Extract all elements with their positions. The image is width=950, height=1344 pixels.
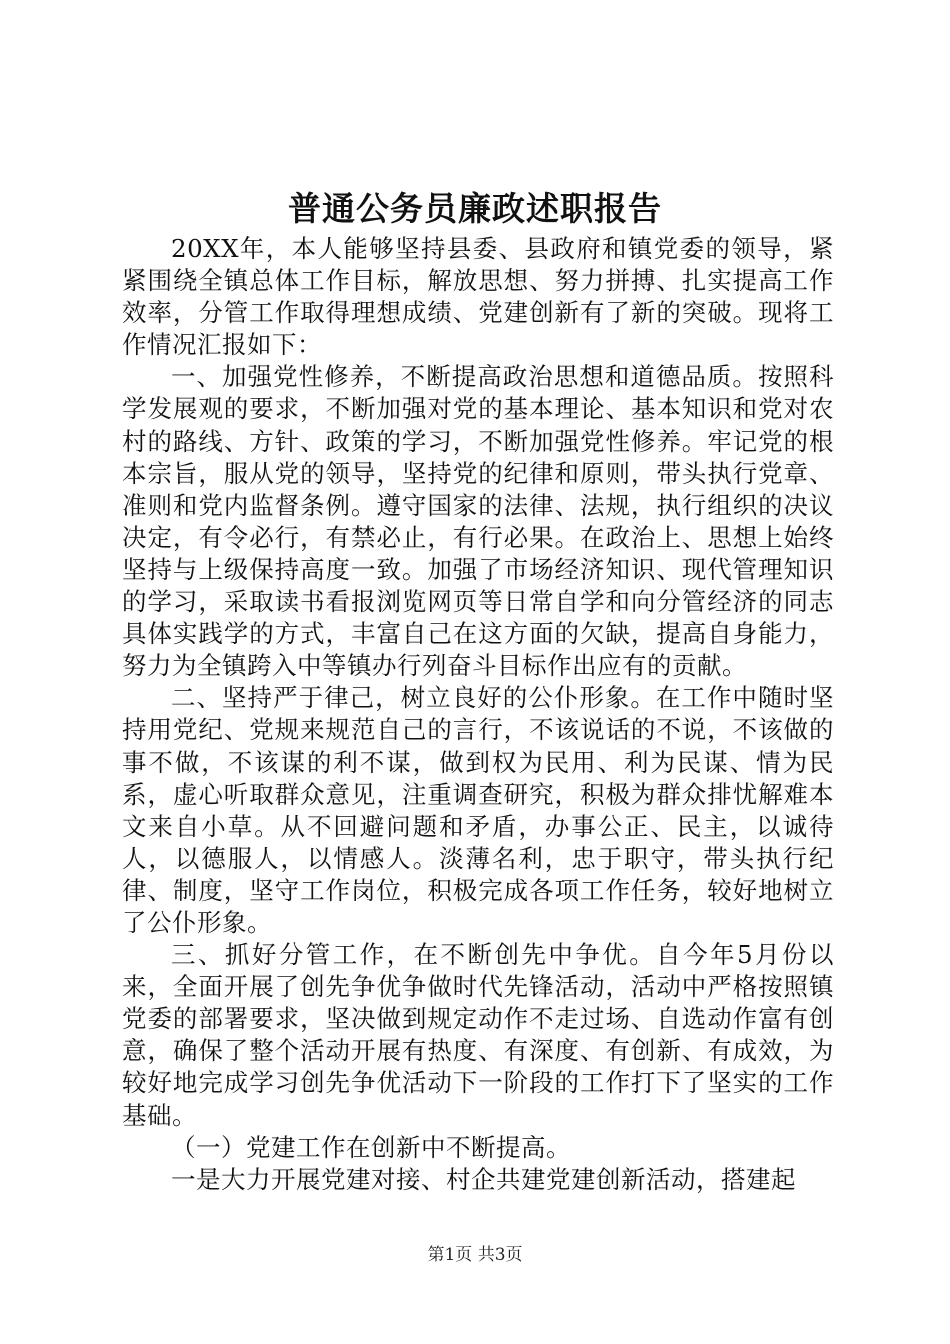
document-body <box>122 233 834 1196</box>
document-title: 普通公务员廉政述职报告 <box>288 189 662 228</box>
intro-paragraph: 20XX年，本人能够坚持县委、县政府和镇党委的领导，紧紧围绕全镇总体工作目标，解放思想、努力拼搏、扎实提高工作效率，分管工作取得理想成绩、党建创新有了新的突破。现将工作情况汇报如下： <box>122 234 834 360</box>
section-2-paragraph: 二、坚持严于律己，树立良好的公仆形象。在工作中随时坚持用党纪、党规来规范自己的言行，不该说话的不说，不该做的事不做，不该谋的利不谋，做到权为民用、利为民谋、情为民系，虚心听取群众意见，注重调查研究，积极为群众排忧解难本文来自小草。从不回避问题和矛盾，办事公正、民主，以诚待人，以德服人，以情感人。淡薄名利，忠于职守，带头执行纪律、制度，坚守工作岗位，积极完成各项工作任务，较好地树立了公仆形象。 <box>122 683 834 937</box>
section-1-paragraph: 一、加强党性修养，不断提高政治思想和道德品质。按照科学发展观的要求，不断加强对党的基本理论、基本知识和党对农村的路线、方针、政策的学习，不断加强党性修养。牢记党的根本宗旨，服从党的领导，坚持党的纪律和原则，带头执行党章、准则和党内监督条例。遵守国家的法律、法规，执行组织的决议决定，有令必行，有禁必止，有行必果。在政治上、思想上始终坚持与上级保持高度一致。加强了市场经济知识、现代管理知识的学习，采取读书看报浏览网页等日常自学和向分管经济的同志具体实践学的方式，丰富自己在这方面的欠缺，提高自身能力，努力为全镇跨入中等镇办行列奋斗目标作出应有的贡献。 <box>122 362 834 681</box>
subsection-1-paragraph: 一是大力开展党建对接、村企共建党建创新活动，搭建起 <box>171 1164 796 1194</box>
subsection-1-heading: （一）党建工作在创新中不断提高。 <box>171 1132 571 1162</box>
page-number-footer: 第1页 共3页 <box>427 1245 523 1265</box>
section-3-paragraph: 三、抓好分管工作，在不断创先中争优。自今年5月份以来，全面开展了创先争优争做时代先锋活动，活动中严格按照镇党委的部署要求，坚决做到规定动作不走过场、自选动作富有创意，确保了整个活动开展有热度、有深度、有创新、有成效，为较好地完成学习创先争优活动下一阶段的工作打下了坚实的工作基础。 <box>122 940 834 1130</box>
